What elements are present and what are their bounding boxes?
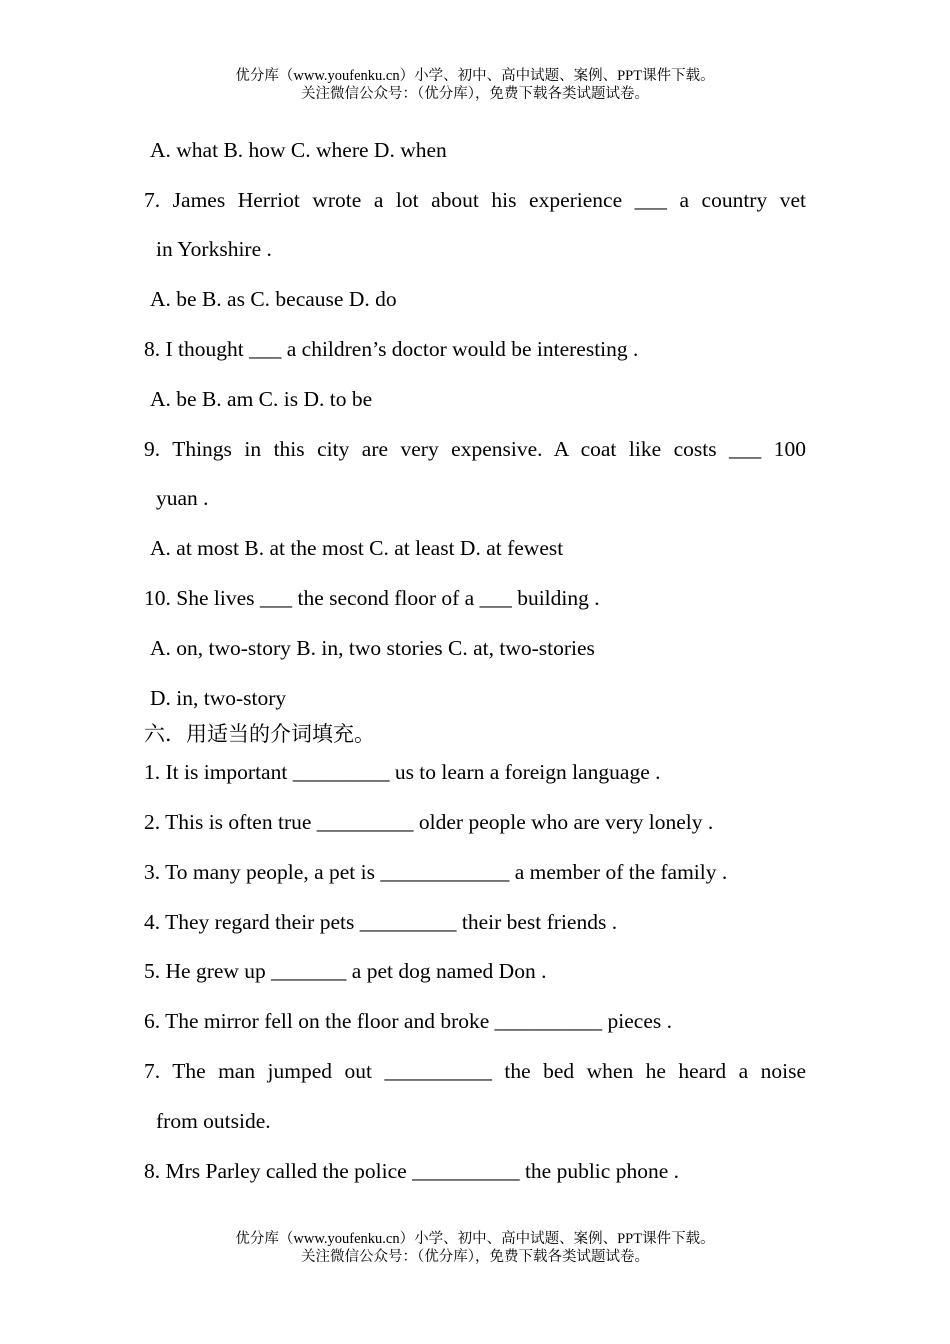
q9-stem: 9. Things in this city are very expensive. A coat like costs ___ 100 [144, 437, 806, 461]
q7-stem: 7. James Herriot wrote a lot about his experience ___ a country vet [144, 188, 806, 212]
fill-q3: 3. To many people, a pet is ____________ a member of the family . [144, 860, 728, 884]
q9-options: A. at most B. at the most C. at least D. at fewest [150, 536, 564, 560]
footer-line-2: 关注微信公众号：（优分库），免费下载各类试题试卷。 [301, 1249, 649, 1265]
page-footer [0, 1230, 950, 1266]
footer-line-1: 优分库（www.youfenku.cn）小学、初中、高中试题、案例、PPT课件下载。 [235, 1231, 715, 1247]
fill-q2: 2. This is often true _________ older people who are very lonely . [144, 810, 714, 834]
q10-options: A. on, two-story B. in, two stories C. at, two-stories [150, 636, 595, 660]
fill-q7-cont: from outside. [156, 1109, 271, 1133]
q10-stem: 10. She lives ___ the second floor of a ___ building . [144, 586, 600, 610]
fill-q6: 6. The mirror fell on the floor and broke __________ pieces . [144, 1009, 673, 1033]
page-header [0, 67, 950, 103]
fill-q1: 1. It is important _________ us to learn a foreign language . [144, 760, 661, 784]
q6-options: A. what B. how C. where D. when [150, 138, 447, 162]
header-line-1: 优分库（www.youfenku.cn）小学、初中、高中试题、案例、PPT课件下载。 [235, 68, 715, 84]
section-6-title: 六．用适当的介词填充。 [144, 722, 375, 746]
q7-stem-cont: in Yorkshire . [156, 237, 272, 261]
q10-options-cont: D. in, two-story [150, 686, 287, 710]
fill-q5: 5. He grew up _______ a pet dog named Don . [144, 959, 547, 983]
q8-options: A. be B. am C. is D. to be [150, 387, 373, 411]
q9-stem-cont: yuan . [156, 486, 209, 510]
fill-q7: 7. The man jumped out __________ the bed when he heard a noise [144, 1059, 806, 1083]
fill-q8: 8. Mrs Parley called the police __________ the public phone . [144, 1159, 679, 1183]
fill-q4: 4. They regard their pets _________ their best friends . [144, 910, 618, 934]
q7-options: A. be B. as C. because D. do [150, 287, 397, 311]
q8-stem: 8. I thought ___ a children’s doctor would be interesting . [144, 337, 639, 361]
header-line-2: 关注微信公众号：（优分库），免费下载各类试题试卷。 [301, 86, 649, 102]
